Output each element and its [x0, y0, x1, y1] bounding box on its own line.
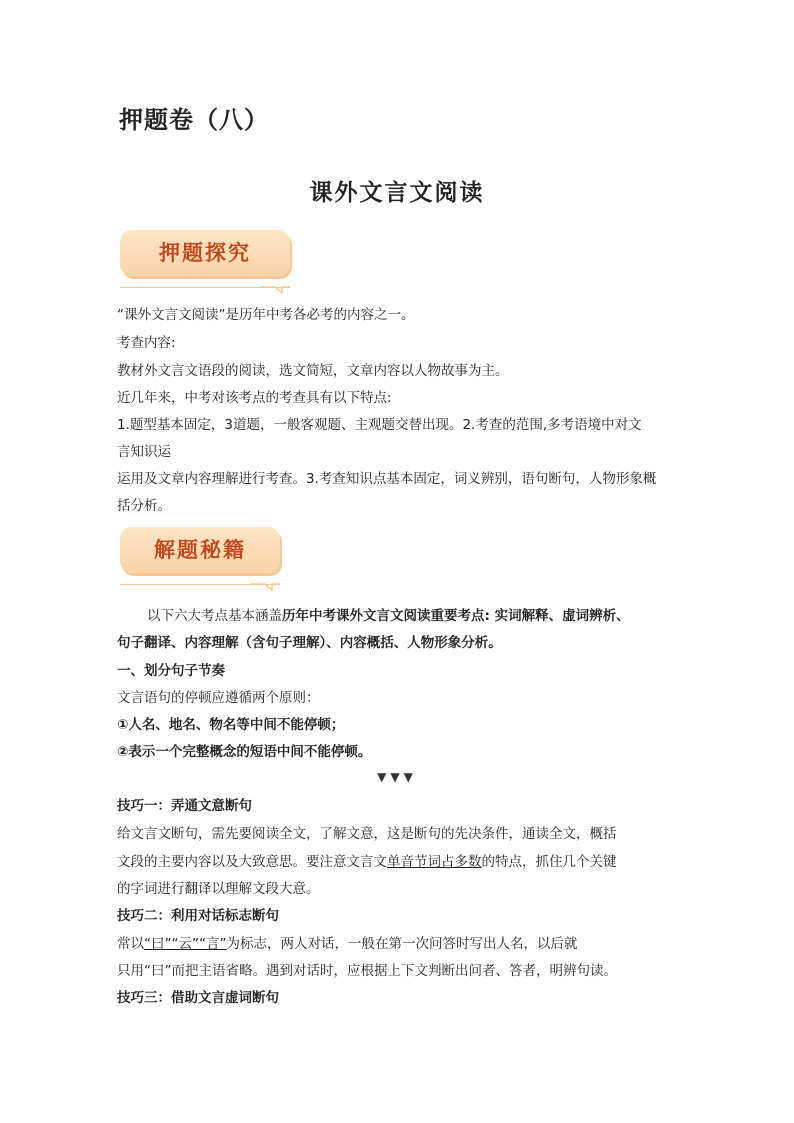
tip-1-part-a: 文段的主要内容以及大致意思。要注意文言文 — [117, 854, 387, 870]
banner-tail — [260, 280, 290, 294]
overview-part-a: 以下六大考点基本涵盖 — [147, 608, 282, 624]
features-intro: 近几年来，中考对该考点的考查具有以下特点: — [117, 390, 392, 406]
tip-2-part-a: 常以 — [117, 936, 144, 952]
overview-line-1 — [147, 607, 630, 626]
features-line-4: 括分析。 — [117, 498, 171, 514]
overview-line-2: 句子翻译、内容理解（含句子理解）、内容概括、人物形象分析。 — [117, 635, 502, 651]
overview-part-c: 课外文言文阅读重要考点: 实词解释、虚词辨析、 — [336, 608, 630, 624]
predict-intro: “课外文言文阅读”是历年中考各必考的内容之一。 — [117, 307, 415, 323]
tip-1-line-1: 给文言文断句，需先要阅读全文，了解文意，这是断句的先决条件，通读全文，概括 — [117, 826, 617, 842]
tip-2-line-1 — [117, 935, 577, 954]
features-line-1: 1.题型基本固定，3道题，一般客观题、主观题交替出现。2.考查的范围,多考语境中对文 — [117, 417, 642, 433]
banner-predict — [120, 230, 300, 296]
tip-1-title: 技巧一：弄通文意断句 — [117, 798, 252, 814]
tip-1-line-2 — [117, 853, 617, 872]
tip-2-title: 技巧二：利用对话标志断句 — [117, 908, 279, 924]
tip-3-title: 技巧三：借助文言虚词断句 — [117, 990, 279, 1006]
tip-2-part-c: 为标志，两人对话，一般在第一次问答时写出人名，以后就 — [226, 936, 578, 952]
rule-2: ②表示一个完整概念的短语中间不能停顿。 — [117, 744, 372, 760]
banner-label: 解题秘籍 — [154, 538, 246, 562]
section-title: 课外文言文阅读 — [309, 179, 485, 206]
volume-title: 押题卷（八） — [119, 105, 269, 134]
overview-part-b: 历年中考 — [282, 608, 336, 624]
exam-content-label: 考查内容: — [117, 335, 176, 351]
tip-2-part-b: “曰”“云”“言” — [144, 936, 227, 952]
tip-1-part-b: 单音节词占多数 — [387, 854, 482, 870]
banner-secrets — [120, 527, 290, 593]
banner-tail — [250, 577, 280, 591]
exam-content: 教材外文言文语段的阅读，选文简短，文章内容以人物故事为主。 — [117, 363, 509, 379]
rule-1: ①人名、地名、物名等中间不能停顿； — [117, 717, 345, 733]
down-arrows-icon: ▼▼▼ — [377, 770, 417, 784]
tip-1-part-c: 的特点，抓住几个关键 — [481, 854, 617, 870]
tip-1-line-3: 的字词进行翻译以理解文段大意。 — [117, 881, 320, 897]
features-line-3: 运用及文章内容理解进行考查。3.考查知识点基本固定，词义辨别，语句断句，人物形象概 — [117, 471, 657, 487]
banner-label: 押题探究 — [159, 241, 251, 265]
tip-2-line-2: 只用“曰”而把主语省略。遇到对话时，应根据上下文判断出问者、答者，明辨句读。 — [117, 963, 617, 979]
features-line-2: 言知识运 — [117, 444, 171, 460]
rule-intro: 文言语句的停顿应遵循两个原则： — [117, 690, 320, 706]
heading-rhythm: 一、划分句子节奏 — [117, 663, 225, 679]
